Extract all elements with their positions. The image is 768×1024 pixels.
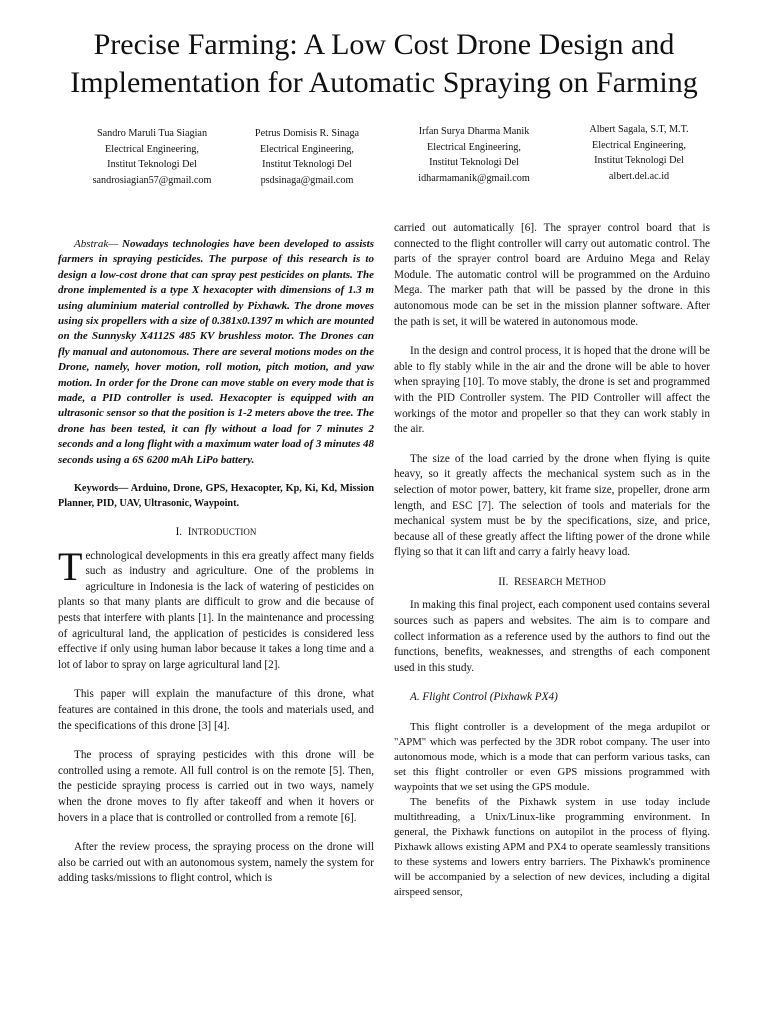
author-email: sandrosiagian57@gmail.com	[92, 174, 212, 186]
title-line-2: Implementation for Automatic Spraying on Farming	[70, 66, 698, 99]
author-block-4	[564, 122, 714, 184]
keywords: Keywords— Arduino, Drone, GPS, Hexacopter, Kp, Ki, Kd, Mission Planner, PID, UAV, Ultrasonic, Waypoint.	[58, 483, 374, 509]
author-email: albert.del.ac.id	[608, 170, 670, 182]
section-title-initial: M	[565, 575, 576, 588]
author-dept: Electrical Engineering,	[592, 139, 686, 151]
section-number: I.	[175, 526, 183, 539]
author-name: Albert Sagala, S.T, M.T.	[589, 124, 689, 135]
author-dept: Electrical Engineering,	[427, 141, 521, 153]
author-block-2	[232, 126, 382, 188]
body-paragraph-pixhawk-1: This flight controller is a development of the mega ardupilot or "APM" which was perfected by the 3DR robot company. The user into autonomous mode, which is a mode that can perform various tasks, can set this flight controller or even GPS missions programmed with waypoints that we set using the GPS module.	[394, 721, 710, 794]
abstract	[58, 237, 374, 468]
title-line-1: Precise Farming: A Low Cost Drone Design and	[93, 28, 675, 61]
drop-cap: T	[58, 543, 83, 589]
paper-title	[40, 26, 728, 102]
body-paragraph-design: In the design and control process, it is hoped that the drone will be able to fly stably while in the air and the drone will be able to hover when spraying [10]. To move stably, the drone is set and programmed with the PID Controller system. The PID Controller will affect the workings of the motor and propeller so that they can work stably in the air.	[394, 345, 710, 436]
section-title-initial: I	[187, 526, 192, 539]
section-heading-research-method	[394, 575, 710, 591]
author-name: Sandro Maruli Tua Siagian	[96, 128, 208, 139]
author-block-3	[394, 124, 554, 186]
body-paragraph-pixhawk-2: The benefits of the Pixhawk system in use today include multithreading, a Unix/Linux-like programming environment. In general, the Pixhawk functions on autopilot in the process of flying. Pixhawk allows existing APM and PX4 to operate seamlessly transitions to these systems and lowers entry barriers. The Pixhawk's prominence will be accompanied by a selection of new devices, including a digital airspeed sensor,	[394, 796, 710, 899]
section-number: II.	[498, 575, 509, 588]
author-institution: Institut Teknologi Del	[594, 155, 684, 166]
author-email: psdsinaga@gmail.com	[260, 174, 354, 186]
intro-paragraph-3: The process of spraying pesticides with this drone will be controlled using a remote. All full control is on the remote [5]. Then, the pesticide spraying process is carried out in two ways, namely when the drone moves to fly after takeoff and when it hovers or hovers in a place that is controlled or controlled from a remote [6].	[58, 749, 374, 824]
author-dept: Electrical Engineering,	[105, 143, 199, 155]
author-name: Irfan Surya Dharma Manik	[418, 126, 530, 137]
section-title-initial: R	[514, 575, 522, 588]
author-institution: Institut Teknologi Del	[262, 159, 352, 170]
body-paragraph-method: In making this final project, each component used contains several sources such as papers and websites. The aim is to compare and collect information as a reference used by the authors to find out the functions, benefits, weaknesses, and strengths of each component used in this study.	[394, 599, 710, 674]
body-paragraph-continued: carried out automatically [6]. The sprayer control board that is connected to the flight controller will carry out automatic control. The parts of the sprayer control board are Arduino Mega and Relay Module. The automatic control will be programmed on the Arduino Mega. The marker path that will be passed by the drone in this autonomous mode can be set in the mission planner software. After the path is set, it will be watered in autonomous mode.	[394, 222, 710, 328]
abstract-text: Nowadays technologies have been developed to assists farmers in spraying pesticides. The purpose of this research is to design a low-cost drone that can spray pest pesticides on plants. The drone implemented is a type X hexacopter with dimensions of 1.3 m using aluminium material controlled by Pixhawk. The drone moves using six propellers with a size of 0.381x0.1397 m which are mounted on the Sunnysky X4112S 485 KV brushless motor. The Drones can fly manual and autonomous. There are several motions modes on the Drone, namely, hover motion, roll motion, pitch motion, and yaw motion. In order for the Drone can move stable on every mode that is made, a PID controller is used. Hexacopter is equipped with an ultrasonic sensor so that the position is 1-2 meters above the tree. The drone has been tested, it can fly without a load for 7 minutes 2 seconds and a long flight with a maximum water load of 3 minutes 48 seconds using a 6S 6200 mAh LiPo battery.	[58, 238, 374, 466]
subsection-heading-flight-control: A. Flight Control (Pixhawk PX4)	[410, 691, 558, 704]
intro-paragraph-1-text: echnological developments in this era greatly affect many fields such as industry and agriculture. One of the problems in agriculture in Indonesia is the lack of watering of pesticides on plants so that many plants are difficult to grow and die because of pests that interfere with plants [1]. In the maintenance and processing of agricultural land, the application of pesticides is considered less effective if only using human labor because it takes a long time and a lot of labor to spray on large agricultural land [2].	[58, 549, 374, 671]
right-column	[394, 221, 710, 900]
intro-paragraph-1	[58, 543, 374, 674]
section-title-rest: NTRODUCTION	[191, 527, 257, 538]
body-paragraph-load: The size of the load carried by the drone when flying is quite heavy, so it greatly affects the mechanical system such as in the selection of motor power, battery, kit frame size, propeller, drone arm length, and ESC [7]. The selection of tools and materials for the mechanical system must be by the specifications, size, and price, because all of these greatly affect the lifting power of the drone while flying so that it can lift and carry a fairly heavy load.	[394, 452, 710, 559]
section-title-rest: ETHOD	[575, 576, 606, 587]
author-institution: Institut Teknologi Del	[429, 157, 519, 168]
author-dept: Electrical Engineering,	[260, 143, 354, 155]
author-block-1	[62, 126, 242, 188]
abstract-label: Abstrak—	[74, 238, 118, 250]
intro-paragraph-4: After the review process, the spraying process on the drone will also be carried out with an autonomous system, namely the system for adding tasks/missions to flight control, which is	[58, 841, 374, 885]
author-institution: Institut Teknologi Del	[107, 159, 197, 170]
intro-paragraph-2: This paper will explain the manufacture of this drone, what features are contained in this drone, the tools and materials used, and the specifications of this drone [3] [4].	[58, 688, 374, 732]
author-email: idharmamanik@gmail.com	[418, 172, 530, 184]
author-name: Petrus Domisis R. Sinaga	[254, 128, 360, 139]
section-heading-introduction	[58, 525, 374, 541]
section-title-rest: ESEARCH	[521, 576, 563, 587]
left-column	[58, 237, 374, 887]
